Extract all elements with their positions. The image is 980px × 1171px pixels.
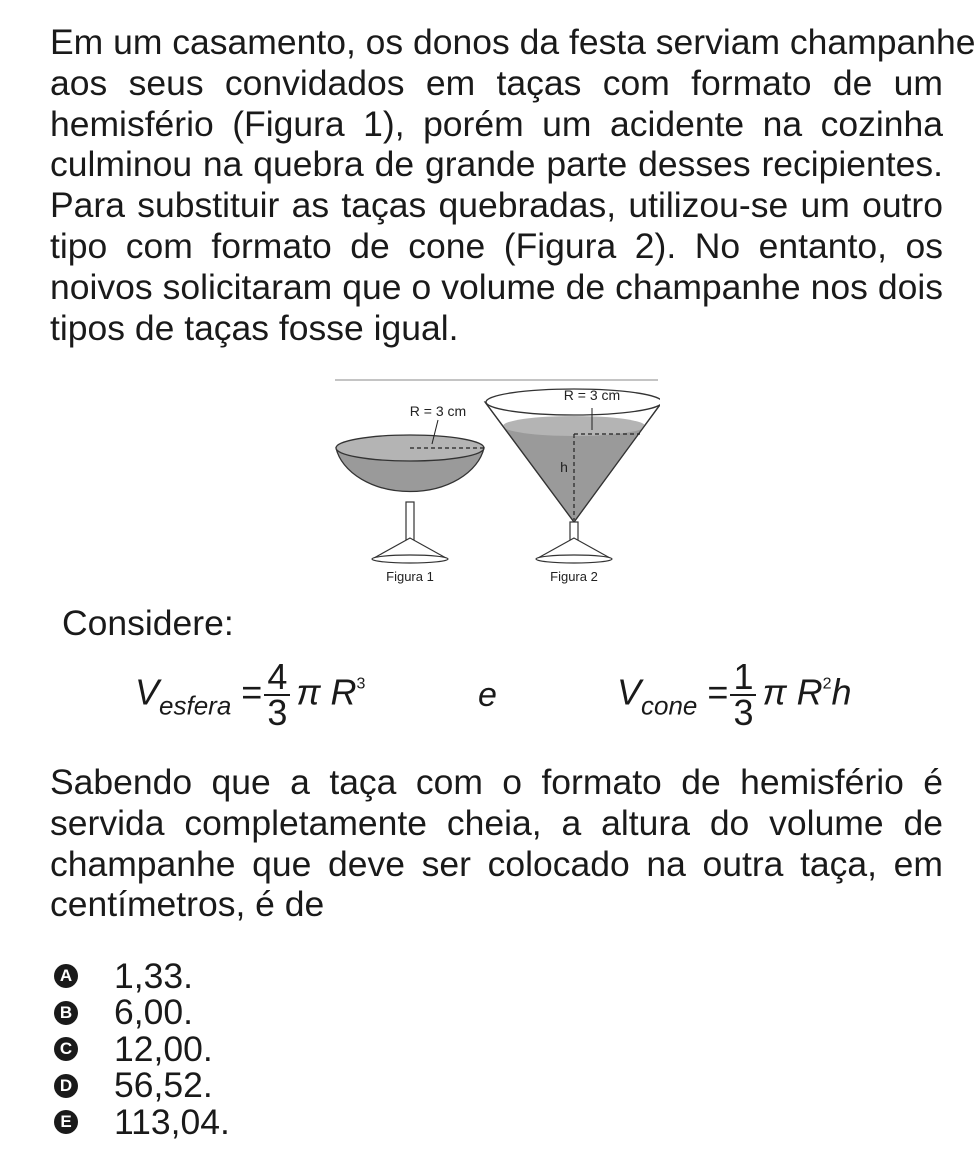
intro-paragraph: [50, 22, 976, 348]
cone-height-variable: h: [831, 671, 852, 713]
question-line: Sabendo que a taça com o formato de hemisfério é: [50, 762, 943, 802]
option-value: 113,04.: [114, 1101, 230, 1142]
cone-glass: [485, 387, 660, 584]
figure2-radius-label: R = 3 cm: [563, 387, 621, 403]
option-b[interactable]: [54, 992, 230, 1033]
answer-options: [54, 955, 230, 1142]
cone-volume-formula: [617, 656, 852, 740]
considere-label: Considere:: [62, 603, 234, 643]
hemisphere-stem: [406, 502, 414, 540]
intro-line: culminou na quebra de grande parte desses recipientes.: [50, 144, 943, 185]
cone-base-foot: [536, 555, 612, 563]
sphere-volume-subscript: esfera: [159, 690, 232, 721]
cone-fraction: [730, 656, 756, 733]
equals-sign: =: [241, 671, 263, 713]
cone-height-label: h: [560, 459, 568, 475]
intro-line: noivos solicitaram que o volume de champanhe nos dois: [50, 266, 943, 307]
formula-separator: e: [478, 676, 497, 714]
figure1-caption: Figura 1: [386, 569, 434, 584]
question-line: centímetros, é de: [50, 884, 325, 925]
cone-liquid-surface: [503, 416, 645, 436]
question-line: champanhe que deve ser colocado na outra taça, em: [50, 843, 943, 884]
cone-numerator: 1: [730, 660, 756, 696]
option-letter-badge: A: [54, 964, 78, 988]
option-value: 56,52.: [114, 1065, 213, 1106]
option-value: 6,00.: [114, 992, 193, 1033]
option-letter-badge: E: [54, 1110, 78, 1134]
intro-line: aos seus convidados em taças com formato de um: [50, 62, 943, 103]
question-paragraph: [50, 762, 943, 925]
sphere-volume-symbol: V: [135, 671, 160, 713]
sphere-pi-r: π R: [296, 671, 357, 713]
figure2-caption: Figura 2: [550, 569, 598, 584]
intro-line: Para substituir as taças quebradas, utilizou-se um outro: [50, 185, 943, 226]
glasses-figure: [330, 378, 660, 588]
option-letter-badge: C: [54, 1037, 78, 1061]
option-d[interactable]: [54, 1065, 230, 1106]
option-e[interactable]: [54, 1101, 230, 1142]
option-letter-badge: D: [54, 1074, 78, 1098]
cone-stem: [570, 522, 578, 540]
sphere-exponent: 3: [356, 675, 366, 693]
intro-line: Em um casamento, os donos da festa serviam champanhe: [50, 22, 976, 62]
intro-line: hemisfério (Figura 1), porém um acidente na cozinha: [50, 103, 943, 144]
option-value: 1,33.: [114, 955, 193, 996]
equals-sign: =: [707, 671, 729, 713]
sphere-fraction: [264, 656, 290, 733]
cone-volume-subscript: cone: [641, 690, 698, 721]
cone-volume-symbol: V: [617, 671, 642, 713]
intro-line: tipo com formato de cone (Figura 2). No entanto, os: [50, 225, 943, 266]
intro-line: tipos de taças fosse igual.: [50, 307, 459, 348]
cone-pi-r: π R: [762, 671, 823, 713]
option-value: 12,00.: [114, 1028, 213, 1069]
cone-exponent: 2: [822, 675, 832, 693]
option-c[interactable]: [54, 1028, 230, 1069]
sphere-numerator: 4: [264, 660, 290, 696]
question-line: servida completamente cheia, a altura do volume de: [50, 802, 943, 843]
sphere-denominator: 3: [267, 692, 288, 733]
hemisphere-base-foot: [372, 555, 448, 563]
hemisphere-glass: [336, 403, 484, 584]
option-letter-badge: B: [54, 1001, 78, 1025]
figure1-radius-label: R = 3 cm: [409, 403, 467, 419]
cone-denominator: 3: [733, 692, 754, 733]
option-a[interactable]: [54, 955, 230, 996]
sphere-volume-formula: [135, 656, 366, 740]
